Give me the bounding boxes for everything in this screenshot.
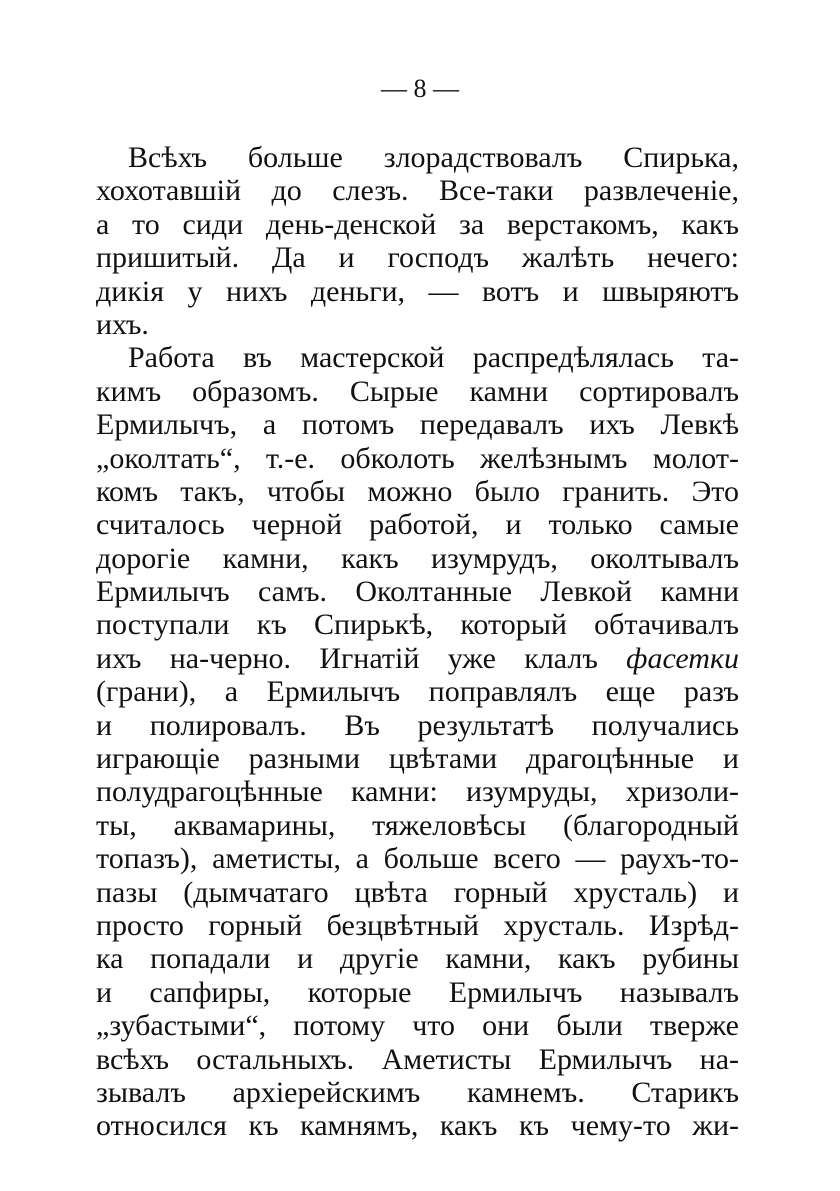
text-line bbox=[96, 876, 739, 909]
text-line-content: просто горный безцвѣтный хрусталь. Изрѣд- bbox=[96, 908, 739, 942]
text-line-content: и сапфиры, которые Ермилычъ называлъ bbox=[96, 975, 739, 1009]
text-line bbox=[96, 442, 739, 475]
text-line-content: хохотавшій до слезъ. Все-таки развлеченіе, bbox=[96, 174, 739, 208]
text-line bbox=[96, 942, 739, 975]
text-line bbox=[96, 608, 739, 641]
text-line-content: пазы (дымчатаго цвѣта горный хрусталь) и bbox=[96, 875, 739, 909]
text-line-content: Работа въ мастерской распредѣлялась та- bbox=[128, 341, 739, 375]
text-line-content: полудрагоцѣнные камни: изумруды, хризоли- bbox=[96, 775, 739, 809]
text-line bbox=[96, 675, 739, 708]
text-line-content: „зубастыми“, потому что они были тверже bbox=[96, 1009, 739, 1043]
text-line-content: и полировалъ. Въ результатѣ получались bbox=[96, 708, 739, 742]
text-line-content: Всѣхъ больше злорадствовалъ Спирька, bbox=[128, 141, 739, 174]
text-line-content: Ермилычъ, а потомъ передавалъ ихъ Левкѣ bbox=[96, 408, 739, 442]
text-line-content: „околтать“, т.-е. обколоть желѣзнымъ молот- bbox=[96, 441, 739, 475]
text-line bbox=[96, 976, 739, 1009]
text-line bbox=[96, 575, 739, 608]
text-line bbox=[96, 241, 739, 274]
text-line-content: дорогіе камни, какъ изумрудъ, околтывалъ bbox=[96, 541, 739, 575]
text-line bbox=[96, 1043, 739, 1076]
text-line bbox=[96, 809, 739, 842]
text-line bbox=[96, 375, 739, 408]
text-line bbox=[96, 475, 739, 508]
text-line-content: топазъ), аметисты, а больше всего — раухъ-то- bbox=[96, 842, 739, 876]
text-line-content: а то сиди день-денской за верстакомъ, какъ bbox=[96, 207, 739, 241]
text-line bbox=[96, 642, 739, 675]
text-line bbox=[96, 341, 739, 374]
text-line bbox=[96, 141, 739, 174]
text-line-content: ты, аквамарины, тяжеловѣсы (благородный bbox=[96, 808, 739, 842]
text-line-content: Ермилычъ самъ. Околтанные Левкой камни bbox=[96, 575, 739, 609]
text-line bbox=[96, 542, 739, 575]
italic-term: фасетки bbox=[626, 641, 739, 675]
text-line-content: (грани), а Ермилычъ поправлялъ еще разъ bbox=[96, 675, 739, 709]
text-line-content: ихъ на-черно. Игнатій уже клалъ bbox=[96, 641, 598, 675]
text-line-content: относился къ камнямъ, какъ къ чему-то жи- bbox=[96, 1109, 739, 1143]
text-line bbox=[96, 842, 739, 875]
text-line bbox=[96, 408, 739, 441]
text-line bbox=[96, 208, 739, 241]
text-line-content: пришитый. Да и господъ жалѣть нечего: bbox=[96, 241, 739, 275]
text-line-content: считалось черной работой, и только самые bbox=[96, 508, 739, 542]
text-line-content: поступали къ Спирькѣ, который обтачивалъ bbox=[96, 608, 739, 642]
text-line bbox=[96, 909, 739, 942]
text-block bbox=[96, 141, 739, 1143]
text-line bbox=[96, 1076, 739, 1109]
text-line-content: всѣхъ остальныхъ. Аметисты Ермилычъ на- bbox=[96, 1042, 739, 1076]
page-number: — 8 — bbox=[381, 74, 459, 103]
text-line bbox=[96, 1009, 739, 1042]
text-line-content: зывалъ архіерейскимъ камнемъ. Старикъ bbox=[96, 1075, 739, 1109]
text-line bbox=[96, 275, 739, 308]
text-line-content: ихъ. bbox=[96, 307, 149, 341]
text-line-content: ка попадали и другіе камни, какъ рубины bbox=[96, 942, 739, 976]
text-line-content: кимъ образомъ. Сырые камни сортировалъ bbox=[96, 374, 739, 408]
text-line bbox=[96, 508, 739, 541]
text-line-content: играющіе разными цвѣтами драгоцѣнные и bbox=[96, 742, 739, 776]
text-line bbox=[96, 742, 739, 775]
text-line bbox=[96, 775, 739, 808]
text-line-content: дикія у нихъ деньги, — вотъ и швыряютъ bbox=[96, 274, 739, 308]
text-line bbox=[96, 709, 739, 742]
text-line bbox=[96, 174, 739, 207]
text-line bbox=[96, 1109, 739, 1142]
text-line-content: комъ такъ, чтобы можно было гранить. Это bbox=[96, 474, 739, 508]
text-line bbox=[96, 308, 739, 341]
